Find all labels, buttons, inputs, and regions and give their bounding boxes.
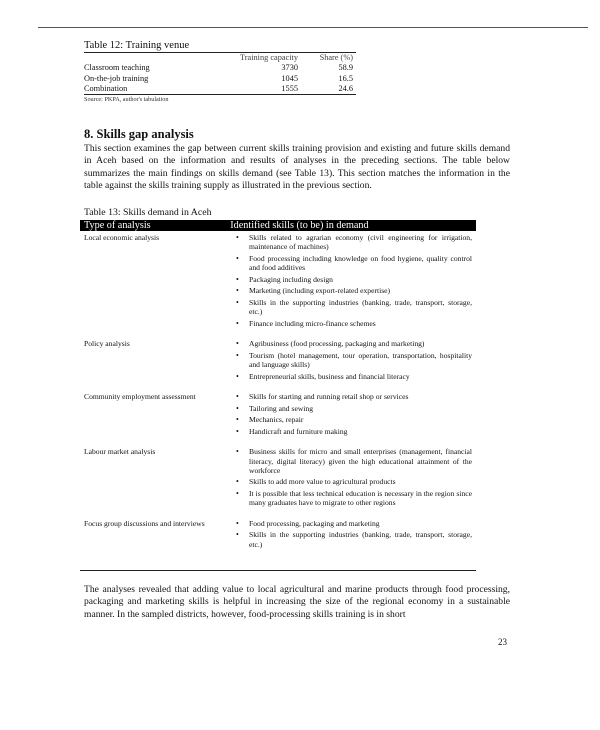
list-item: • Agribusiness (food processing, packaging and marketing) — [236, 339, 472, 348]
list-item: • Food processing including knowledge on food hygiene, quality control and food additives — [236, 254, 472, 273]
analysis-type: Focus group discussions and interviews — [84, 518, 205, 528]
table-cell: 3730 — [281, 63, 298, 73]
table13-caption: Table 13: Skills demand in Aceh — [84, 207, 212, 218]
page-number: 23 — [498, 637, 507, 647]
table12-header-cell: Share (%) — [319, 53, 353, 62]
list-item: • It is possible that less technical education is necessary in the region since many graduates have to migrate to other regions — [236, 489, 472, 508]
table12-source: Source: PKPA, author's tabulation — [84, 96, 169, 104]
table12-header-row — [84, 53, 356, 63]
table13-header-type: Type of analysis — [84, 220, 151, 231]
analysis-type: Local economic analysis — [84, 233, 160, 242]
list-item: • Skills for starting and running retail shop or services — [236, 392, 472, 401]
table-row — [84, 339, 476, 383]
table13-header-row — [80, 220, 476, 231]
list-item: • Food processing, packaging and marketing — [236, 519, 472, 528]
table12-header-cell — [84, 53, 202, 63]
list-item: • Tourism (hotel management, tour operation, transportation, hospitality and language skills) — [236, 351, 472, 370]
list-item: • Skills to add more value to agricultural products — [236, 477, 472, 486]
skills-list — [236, 339, 472, 383]
list-item: • Handicraft and furniture making — [236, 427, 472, 436]
table-cell: On-the-job training — [84, 73, 149, 83]
table13-bottom-rule — [80, 570, 476, 571]
table-cell: Combination — [84, 83, 128, 93]
intro-paragraph: This section examines the gap between current skills training provision and existing and future skills demand in Aceh based on the information and results of analyses in the preceding sections. The table below summarizes the main findings on skills demand (see Table 13). This section matches the information in the table against the skills training supply as illustrated in the previous section. — [84, 143, 510, 192]
table-cell: Classroom teaching — [84, 63, 150, 73]
table13 — [84, 233, 476, 560]
table-cell: 1045 — [281, 73, 298, 83]
list-item: • Marketing (including export-related expertise) — [236, 286, 472, 295]
list-item: • Finance including micro-finance schemes — [236, 319, 472, 328]
closing-paragraph: The analyses revealed that adding value to local agricultural and marine products through food processing, packaging and marketing skills is helpful in increasing the size of the regional economy in a sustainable manner. In the sampled districts, however, food-processing skills training is in short — [84, 584, 510, 620]
table-row — [84, 74, 356, 84]
analysis-type: Community employment assessment — [84, 392, 196, 402]
table-cell: 1555 — [281, 83, 298, 93]
list-item: • Tailoring and sewing — [236, 404, 472, 413]
table-row — [84, 392, 476, 438]
table-row — [84, 519, 476, 551]
list-item: • Business skills for micro and small enterprises (management, financial literacy, digital literacy) given the high educational attainment of the workforce — [236, 447, 472, 475]
table-cell: 16.5 — [338, 73, 353, 83]
skills-list — [236, 519, 472, 551]
list-item: • Mechanics, repair — [236, 415, 472, 424]
list-item: • Skills in the supporting industries (banking, trade, transport, storage, etc.) — [236, 530, 472, 549]
table-cell: 58.9 — [338, 63, 353, 73]
table-row — [84, 63, 356, 73]
analysis-type: Labour market analysis — [84, 447, 156, 457]
table-cell: 24.6 — [338, 83, 353, 93]
list-item: • Skills related to agrarian economy (civil engineering for irrigation, maintenance of machines) — [236, 233, 472, 252]
table13-header-skills: Identified skills (to be) in demand — [230, 220, 369, 231]
analysis-type: Policy analysis — [84, 339, 130, 349]
table-row — [84, 84, 356, 94]
list-item: • Skills in the supporting industries (banking, trade, transport, storage, etc.) — [236, 298, 472, 317]
table-row — [84, 233, 476, 330]
list-item: • Packaging including design — [236, 275, 472, 284]
skills-list — [236, 233, 472, 330]
list-item: • Entrepreneurial skills, business and financial literacy — [236, 372, 472, 381]
section-heading: 8. Skills gap analysis — [84, 127, 194, 141]
skills-list — [236, 392, 472, 438]
table12 — [84, 52, 356, 105]
skills-list — [236, 447, 472, 510]
header-rule — [38, 27, 588, 28]
table12-caption: Table 12: Training venue — [84, 40, 190, 51]
table12-header-cell: Training capacity — [240, 53, 298, 62]
table-row — [84, 447, 476, 510]
